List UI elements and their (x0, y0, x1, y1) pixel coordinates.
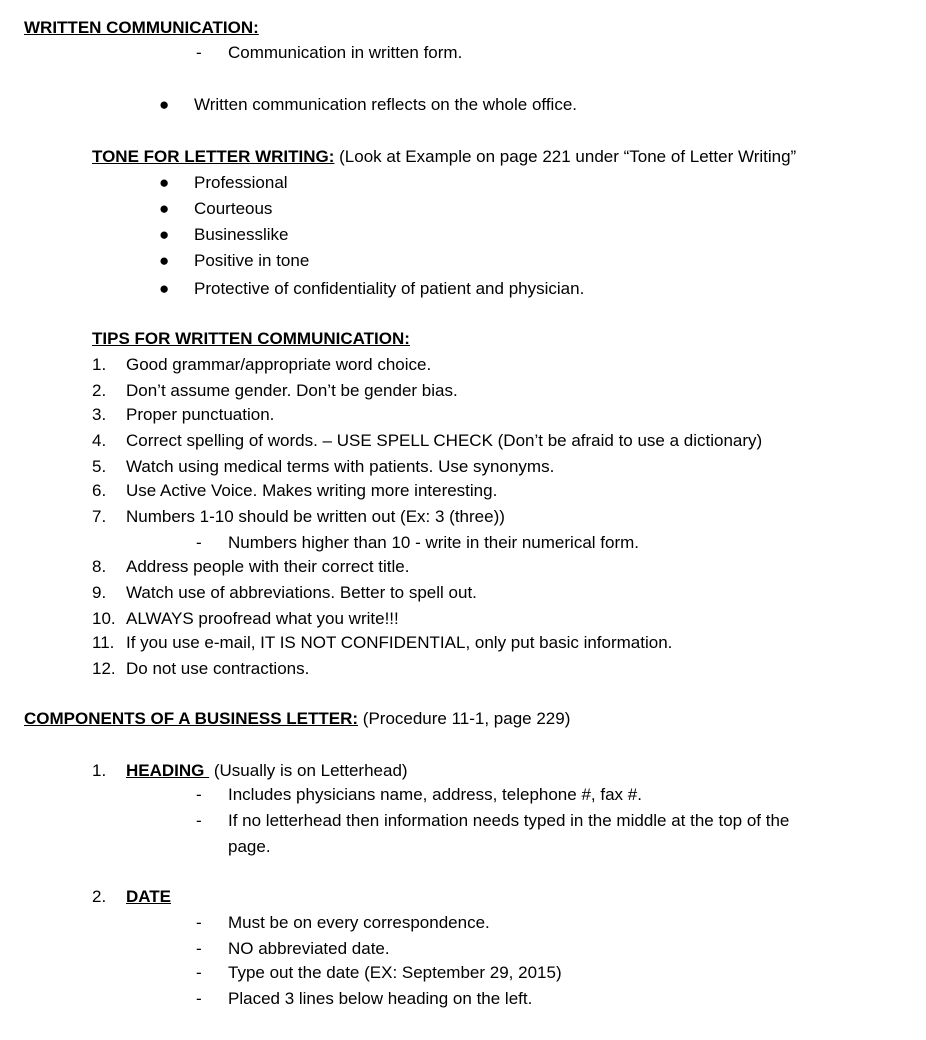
tip-text: Watch using medical terms with patients. Use synonyms. (126, 457, 555, 476)
tip-text: Numbers 1-10 should be written out (Ex: 3 (three)) (126, 507, 505, 526)
tip-number: 10. (92, 609, 116, 628)
tip-text: Do not use contractions. (126, 659, 310, 678)
tone-note: (Look at Example on page 221 under “Tone of Letter Writing” (339, 147, 797, 166)
tone-item: Professional (194, 173, 288, 192)
tip-number: 11. (92, 633, 115, 652)
tip-text: Good grammar/appropriate word choice. (126, 355, 432, 374)
date-subitem: NO abbreviated date. (228, 939, 390, 958)
tone-item: Businesslike (194, 225, 289, 244)
date-subitem: Placed 3 lines below heading on the left. (228, 989, 533, 1008)
tone-heading: TONE FOR LETTER WRITING: (92, 147, 335, 166)
tip-text: If you use e-mail, IT IS NOT CONFIDENTIAL, only put basic information. (126, 633, 673, 652)
dash-marker: - (196, 43, 202, 62)
tip-number: 2. (92, 381, 107, 400)
heading-subitem: If no letterhead then information needs typed in the middle at the top of the (228, 811, 790, 830)
date-subitem: Must be on every correspondence. (228, 913, 490, 932)
bullet-marker: ● (159, 251, 170, 270)
component-heading-note: (Usually is on Letterhead) (213, 761, 408, 780)
tone-item: Protective of confidentiality of patient and physician. (194, 279, 585, 298)
date-subitem: Type out the date (EX: September 29, 2015) (228, 963, 562, 982)
components-heading-line (24, 709, 570, 729)
tip-number: 6. (92, 481, 107, 500)
component-heading-line (126, 761, 408, 781)
tip-number: 5. (92, 457, 107, 476)
component-heading-title: HEADING (126, 761, 210, 780)
tip-text: Watch use of abbreviations. Better to spell out. (126, 583, 477, 602)
tip-number: 7. (92, 507, 107, 526)
heading-subitem: Includes physicians name, address, telephone #, fax #. (228, 785, 642, 804)
tip-number: 9. (92, 583, 107, 602)
tip-number: 3. (92, 405, 107, 424)
tone-item: Courteous (194, 199, 273, 218)
components-heading: COMPONENTS OF A BUSINESS LETTER: (24, 709, 359, 728)
dash-marker: - (196, 939, 202, 958)
dash-marker: - (196, 533, 202, 552)
tip-number: 4. (92, 431, 107, 450)
written-communication-definition: Communication in written form. (228, 43, 463, 62)
tip-text: Don’t assume gender. Don’t be gender bias. (126, 381, 458, 400)
tip-text: Use Active Voice. Makes writing more interesting. (126, 481, 498, 500)
bullet-marker: ● (159, 95, 170, 114)
written-communication-bullet: Written communication reflects on the whole office. (194, 95, 577, 114)
components-note: (Procedure 11-1, page 229) (362, 709, 571, 728)
component-number: 1. (92, 761, 107, 780)
tip-text: ALWAYS proofread what you write!!! (126, 609, 399, 628)
tone-heading-line (92, 147, 796, 167)
tip-text: Proper punctuation. (126, 405, 275, 424)
component-date-title: DATE (126, 887, 172, 906)
tip-number: 1. (92, 355, 107, 374)
tip-number: 12. (92, 659, 116, 678)
written-communication-heading: WRITTEN COMMUNICATION: (24, 18, 259, 37)
dash-marker: - (196, 963, 202, 982)
dash-marker: - (196, 913, 202, 932)
bullet-marker: ● (159, 199, 170, 218)
tips-heading: TIPS FOR WRITTEN COMMUNICATION: (92, 329, 410, 348)
tip-text: Address people with their correct title. (126, 557, 410, 576)
bullet-marker: ● (159, 173, 170, 192)
bullet-marker: ● (159, 279, 170, 298)
tip-7-subitem: Numbers higher than 10 - write in their numerical form. (228, 533, 639, 552)
component-number: 2. (92, 887, 107, 906)
tip-text: Correct spelling of words. – USE SPELL CHECK (Don’t be afraid to use a dictionary) (126, 431, 763, 450)
dash-marker: - (196, 811, 202, 830)
dash-marker: - (196, 785, 202, 804)
bullet-marker: ● (159, 225, 170, 244)
heading-subitem-continued: page. (228, 837, 271, 856)
tone-item: Positive in tone (194, 251, 310, 270)
tip-number: 8. (92, 557, 107, 576)
dash-marker: - (196, 989, 202, 1008)
